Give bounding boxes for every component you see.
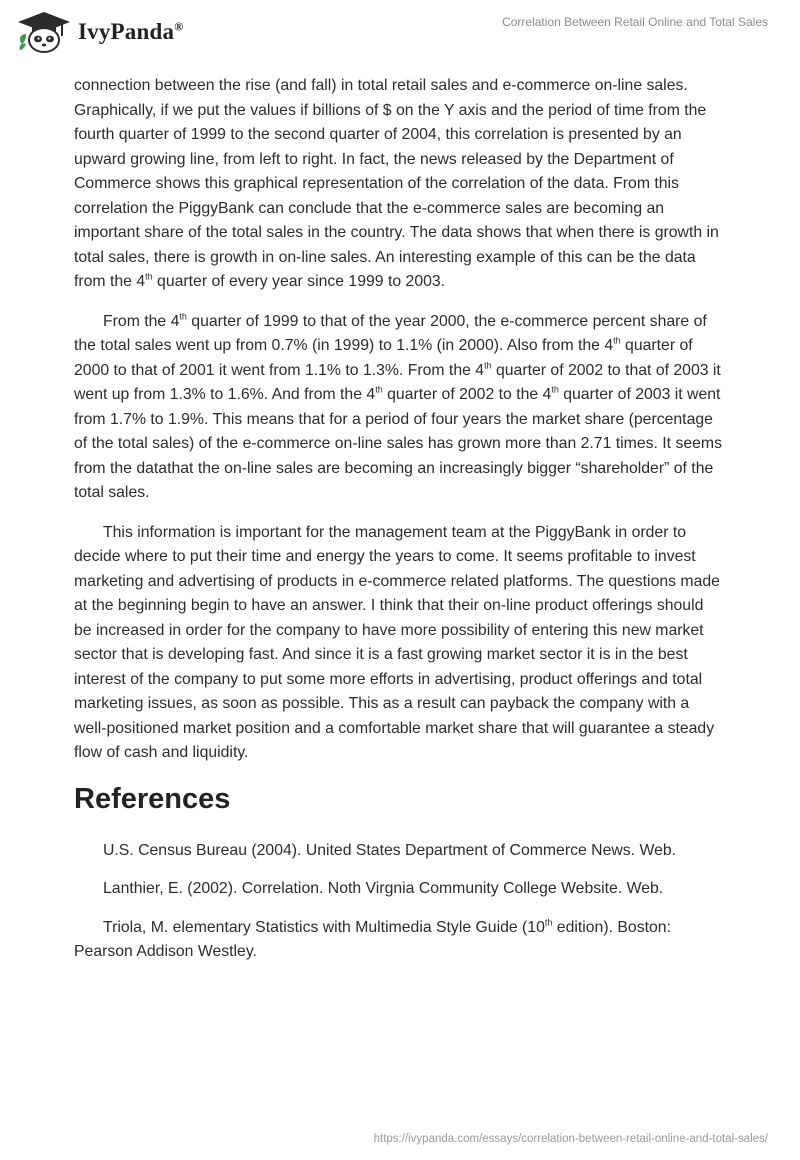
paragraph-2 bbox=[74, 310, 722, 506]
paragraph-2-text-f: quarter of 2003 it went from 1.7% to 1.9%. This means that for a period of four years the market share (percentage of the total sales) of the e-commerce on-line sales has grown more than 2.71 times. It seems from the datathat the on-line sales are becoming an increasingly bigger “shareholder” of the total sales. bbox=[74, 386, 722, 501]
paragraph-1-end: quarter of every year since 1999 to 2003. bbox=[152, 273, 446, 290]
registered-mark: ® bbox=[174, 19, 184, 34]
reference-item bbox=[74, 916, 722, 965]
superscript: th bbox=[484, 360, 492, 371]
references-heading: References bbox=[74, 782, 231, 815]
paragraph-1 bbox=[74, 74, 722, 295]
paragraph-2-text-a: From the 4 bbox=[103, 312, 180, 330]
superscript: th bbox=[613, 335, 621, 346]
brand-name bbox=[78, 19, 183, 45]
reference-item: Lanthier, E. (2002). Correlation. Noth Virgnia Community College Website. Web. bbox=[103, 880, 664, 897]
brand-text: IvyPanda bbox=[78, 19, 175, 44]
superscript: th bbox=[544, 917, 553, 928]
page-header bbox=[0, 0, 800, 62]
superscript: th bbox=[145, 271, 153, 282]
paragraph-2-text-c: quarter of 2000 to that of 2001 it went from 1.1% to 1.3%. From the 4 bbox=[74, 337, 693, 379]
paragraph-1-text: connection between the rise (and fall) in total retail sales and e-commerce on-line sales. Graphically, if we put the values if billions of $ on the Y axis and the period of time from the fourth quarter of 1999 to the second quarter of 2004, this correlation is presented by an upward growing line, from left to right. In fact, the news released by the Department of Commerce shows this graphical representation of the correlation of the data. From this correlation the PiggyBank can conclude that the e-commerce sales are becoming an important share of the total sales in the country. The data shows that when there is growth in total sales, there is growth in on-line sales. An interesting example of this can be the data from the 4 bbox=[74, 77, 719, 290]
reference-3-text-a: Triola, M. elementary Statistics with Multimedia Style Guide (10 bbox=[103, 918, 545, 936]
document-title: Correlation Between Retail Online and Total Sales bbox=[502, 15, 768, 29]
paragraph-2-text-b: quarter of 1999 to that of the year 2000, the e-commerce percent share of the total sales went up from 0.7% (in 1999) to 1.1% (in 2000). Also from the 4 bbox=[74, 312, 707, 354]
ivypanda-logo[interactable] bbox=[16, 10, 183, 54]
superscript: th bbox=[375, 384, 383, 395]
source-url[interactable]: https://ivypanda.com/essays/correlation-between-retail-online-and-total-sales/ bbox=[373, 1133, 768, 1145]
paragraph-2-text-d: quarter of 2002 to that of 2003 it went up from 1.3% to 1.6%. And from the 4 bbox=[74, 361, 721, 403]
paragraph-2-text-e: quarter of 2002 to the 4 bbox=[382, 386, 552, 403]
essay-content bbox=[74, 74, 722, 979]
reference-3-text-b: edition). Boston: Pearson Addison Westley. bbox=[74, 918, 671, 960]
reference-item: U.S. Census Bureau (2004). United States Department of Commerce News. Web. bbox=[103, 841, 677, 859]
panda-graduate-icon bbox=[16, 10, 72, 54]
superscript: th bbox=[179, 311, 187, 322]
paragraph-3: This information is important for the management team at the PiggyBank in order to decide where to put their time and energy the years to come. It seems profitable to invest marketing and advertising of products in e-commerce related platforms. The questions made at the beginning begin to have an answer. I think that their on-line product offerings should be increased in order for the company to have more possibility of entering this new market sector that is developing fast. And since it is a fast growing market sector it is in the best interest of the company to put some more efforts in advertising, product offerings and total marketing issues, as soon as possible. This as a result can payback the company with a well-positioned market position and a comfortable market share that will guarantee a steady flow of cash and liquidity. bbox=[74, 523, 720, 761]
superscript: th bbox=[551, 384, 559, 395]
